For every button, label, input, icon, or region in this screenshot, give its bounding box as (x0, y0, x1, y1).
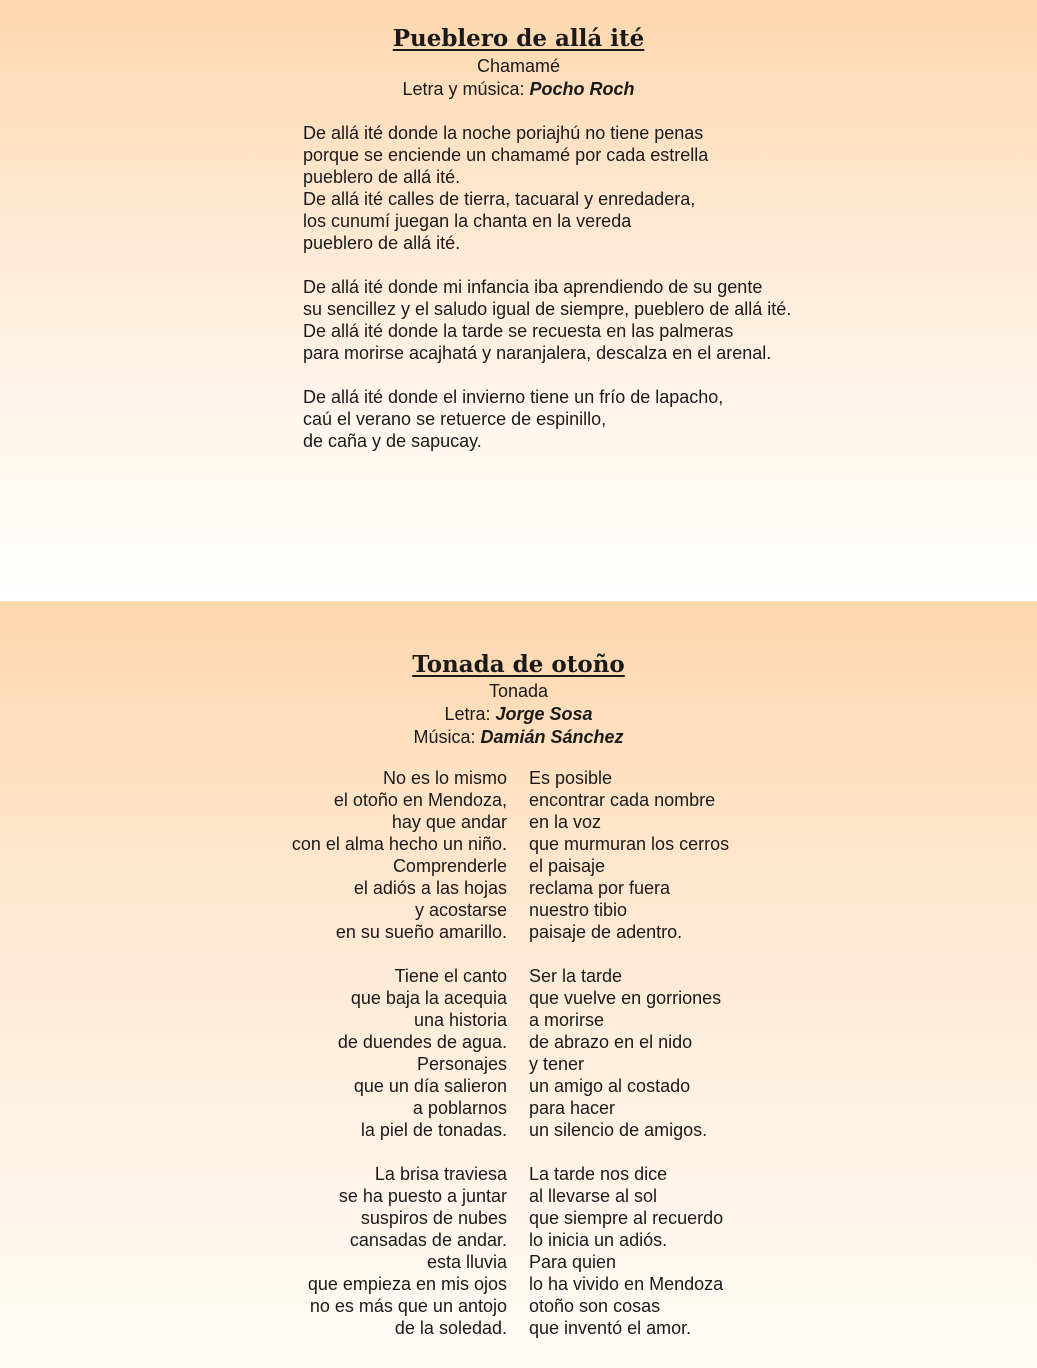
lyrics-left-column (292, 767, 507, 1361)
lyric-line: lo inicia un adiós. (529, 1230, 668, 1250)
lyric-line: hay que andar (391, 812, 507, 832)
lyric-line: Comprenderle (392, 856, 507, 876)
lyric-line: pueblero de allá ité. (303, 233, 461, 253)
lyric-line: porque se enciende un chamamé por cada estrella (303, 145, 709, 165)
lyric-line: Personajes (416, 1054, 507, 1074)
song-panel-tonada (0, 601, 1037, 1368)
lyric-line: De allá ité donde la tarde se recuesta en las palmeras (303, 321, 734, 341)
song-title: Pueblero de allá ité (392, 25, 645, 52)
lyric-line: pueblero de allá ité. (303, 167, 461, 187)
lyric-line: de duendes de agua. (337, 1032, 507, 1052)
lyric-line: que empieza en mis ojos (307, 1274, 507, 1294)
lyric-line: Para quien (529, 1252, 617, 1272)
lyric-line: que un día salieron (353, 1076, 507, 1096)
stanza (292, 1163, 507, 1339)
lyric-line: que murmuran los cerros (529, 834, 730, 854)
lyric-line: otoño son cosas (529, 1296, 661, 1316)
lyric-line: con el alma hecho un niño. (291, 834, 507, 854)
lyric-line: La tarde nos dice (529, 1164, 668, 1184)
lyrics-right-column (529, 767, 729, 1361)
lyric-line: su sencillez y el saludo igual de siempre, pueblero de allá ité. (303, 299, 792, 319)
lyric-line: un amigo al costado (529, 1076, 691, 1096)
lyric-line: en la voz (529, 812, 602, 832)
lyric-line: de abrazo en el nido (529, 1032, 693, 1052)
lyric-line: De allá ité donde la noche poriajhú no tiene penas (303, 123, 704, 143)
lyric-line: esta lluvia (426, 1252, 507, 1272)
lyric-line: de caña y de sapucay. (303, 431, 482, 451)
credit-label: Letra y música: (402, 79, 530, 99)
lyric-line: suspiros de nubes (360, 1208, 507, 1228)
credit-author: Pocho Roch (529, 79, 635, 99)
lyrics-author: Jorge Sosa (495, 704, 593, 724)
music-author: Damián Sánchez (480, 727, 624, 747)
lyric-line: el otoño en Mendoza, (333, 790, 507, 810)
lyric-line: De allá ité calles de tierra, tacuaral y enredadera, (303, 189, 696, 209)
lyric-line: Es posible (529, 768, 613, 788)
lyrics-label: Letra: (444, 704, 496, 724)
stanza (529, 767, 729, 943)
lyric-line: el adiós a las hojas (353, 878, 507, 898)
song-genre: Chamamé (476, 56, 561, 76)
lyric-line: a morirse (529, 1010, 605, 1030)
lyric-line: encontrar cada nombre (529, 790, 716, 810)
lyric-line: De allá ité donde el invierno tiene un frío de lapacho, (303, 387, 724, 407)
lyric-line: el paisaje (529, 856, 606, 876)
stanza (303, 276, 791, 364)
lyric-line: nuestro tibio (529, 900, 628, 920)
lyric-line: lo ha vivido en Mendoza (529, 1274, 724, 1294)
lyric-line: reclama por fuera (529, 878, 671, 898)
lyric-line: no es más que un antojo (309, 1296, 507, 1316)
song-panel-pueblero (0, 0, 1037, 601)
lyric-line: No es lo mismo (382, 768, 507, 788)
lyric-line: caú el verano se retuerce de espinillo, (303, 409, 607, 429)
lyric-line: y tener (529, 1054, 585, 1074)
song-credit (0, 78, 1037, 101)
music-credit (0, 726, 1037, 749)
stanza (303, 122, 791, 254)
lyric-line: que inventó el amor. (529, 1318, 692, 1338)
lyric-line: que baja la acequia (350, 988, 507, 1008)
lyric-line: al llevarse al sol (529, 1186, 658, 1206)
song-lyrics (303, 122, 791, 474)
lyric-line: de la soledad. (394, 1318, 507, 1338)
lyric-line: la piel de tonadas. (360, 1120, 507, 1140)
lyric-line: un silencio de amigos. (529, 1120, 708, 1140)
lyric-line: a poblarnos (412, 1098, 507, 1118)
lyric-line: que vuelve en gorriones (529, 988, 722, 1008)
stanza (529, 965, 729, 1141)
stanza (292, 767, 507, 943)
lyric-line: La brisa traviesa (374, 1164, 507, 1184)
lyric-line: se ha puesto a juntar (338, 1186, 507, 1206)
lyric-line: en su sueño amarillo. (335, 922, 507, 942)
lyric-line: De allá ité donde mi infancia iba aprendiendo de su gente (303, 277, 763, 297)
lyric-line: los cunumí juegan la chanta en la vereda (303, 211, 632, 231)
lyrics-credit (0, 703, 1037, 726)
stanza (292, 965, 507, 1141)
song-title: Tonada de otoño (412, 651, 625, 678)
lyric-line: para hacer (529, 1098, 616, 1118)
stanza (529, 1163, 729, 1339)
lyric-line: Tiene el canto (394, 966, 507, 986)
song-genre: Tonada (488, 681, 549, 701)
lyric-line: una historia (413, 1010, 507, 1030)
lyric-line: que siempre al recuerdo (529, 1208, 724, 1228)
lyric-line: paisaje de adentro. (529, 922, 683, 942)
lyric-line: y acostarse (414, 900, 507, 920)
lyric-line: para morirse acajhatá y naranjalera, descalza en el arenal. (303, 343, 772, 363)
music-label: Música: (413, 727, 481, 747)
stanza (303, 386, 791, 452)
lyric-line: Ser la tarde (529, 966, 623, 986)
lyric-line: cansadas de andar. (349, 1230, 507, 1250)
